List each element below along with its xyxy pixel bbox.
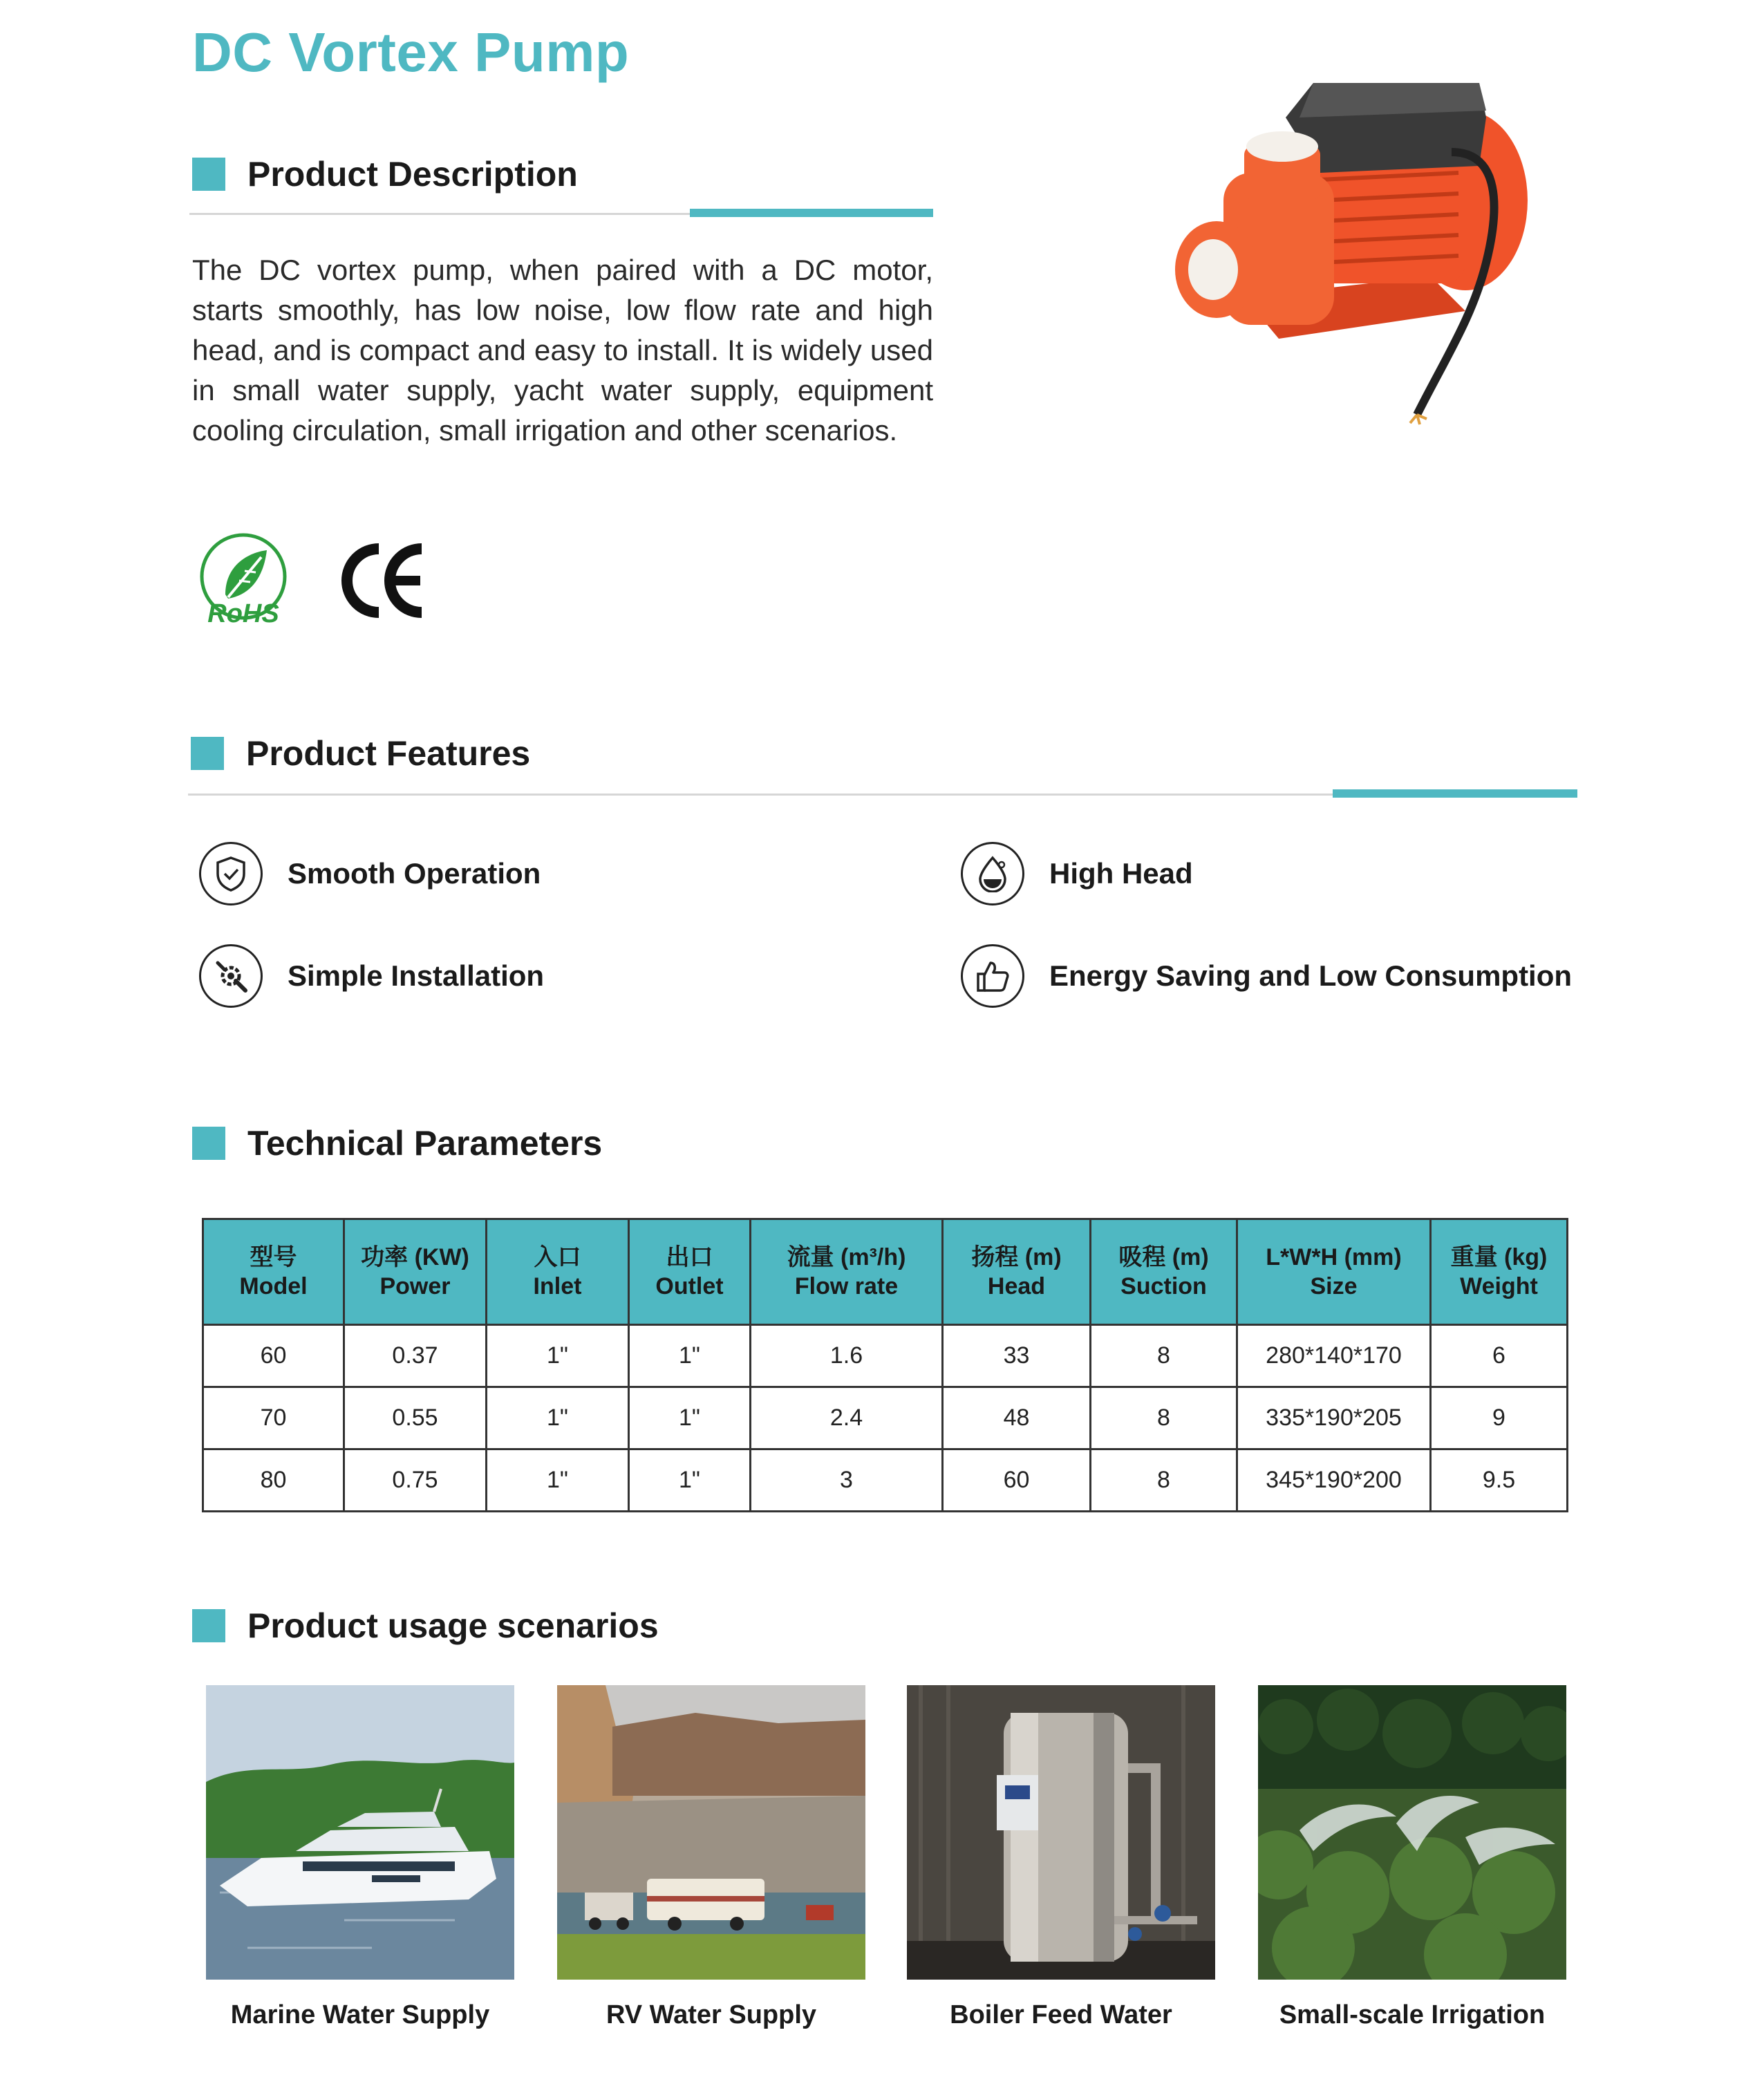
table-cell: 1": [629, 1325, 751, 1387]
table-row: [203, 1387, 1568, 1449]
section-title: Product Description: [247, 155, 578, 194]
feature-item: [199, 944, 821, 1016]
scenario-caption: Boiler Feed Water: [950, 2000, 1172, 2029]
column-header: 型号 Model: [203, 1219, 344, 1325]
column-header: 吸程 (m) Suction: [1091, 1219, 1237, 1325]
section-marker: [192, 1609, 225, 1642]
feature-label: High Head: [1049, 857, 1193, 890]
table-cell: 1": [629, 1449, 751, 1512]
section-title: Product usage scenarios: [247, 1606, 659, 1645]
table-cell: 1.6: [751, 1325, 943, 1387]
table-cell: 1": [487, 1449, 629, 1512]
water-drop-icon: [961, 842, 1024, 905]
column-header: 出口 Outlet: [629, 1219, 751, 1325]
table-cell: 0.37: [344, 1325, 487, 1387]
section-header-scenarios: [192, 1599, 953, 1655]
scenario-image-yacht: [206, 1685, 514, 1980]
table-cell: 1": [629, 1387, 751, 1449]
table-cell: 8: [1091, 1325, 1237, 1387]
column-header: 功率 (KW) Power: [344, 1219, 487, 1325]
section-title: Product Features: [246, 734, 531, 773]
scenario-card: [557, 1685, 865, 2029]
feature-item: [961, 842, 1583, 914]
section-title: Technical Parameters: [247, 1124, 603, 1163]
scenario-card: [206, 1685, 514, 2029]
section-header-features: [191, 727, 813, 782]
column-header: 重量 (kg) Weight: [1431, 1219, 1568, 1325]
scenario-image-boiler: [907, 1685, 1215, 1980]
table-cell: 70: [203, 1387, 344, 1449]
table-cell: 335*190*205: [1237, 1387, 1431, 1449]
section-header-description: [192, 148, 814, 203]
table-cell: 280*140*170: [1237, 1325, 1431, 1387]
table-cell: 60: [943, 1449, 1091, 1512]
scenario-card: [907, 1685, 1215, 2029]
section-marker: [192, 158, 225, 191]
table-cell: 3: [751, 1449, 943, 1512]
scenario-caption: RV Water Supply: [606, 2000, 817, 2029]
section-marker: [192, 1127, 225, 1160]
table-cell: 80: [203, 1449, 344, 1512]
shield-check-icon: [199, 842, 263, 905]
column-header: 扬程 (m) Head: [943, 1219, 1091, 1325]
table-cell: 0.55: [344, 1387, 487, 1449]
column-header: L*W*H (mm) Size: [1237, 1219, 1431, 1325]
table-cell: 8: [1091, 1387, 1237, 1449]
thumbs-up-icon: [961, 944, 1024, 1008]
table-cell: 345*190*200: [1237, 1449, 1431, 1512]
scenario-image-irrigation: [1258, 1685, 1566, 1980]
scenario-caption: Small-scale Irrigation: [1279, 2000, 1546, 2029]
table-cell: 6: [1431, 1325, 1568, 1387]
feature-item: [961, 944, 1583, 1016]
table-cell: 60: [203, 1325, 344, 1387]
product-description: The DC vortex pump, when paired with a DC motor, starts smoothly, has low noise, low flow rate and high head, and is compact and easy to install. It is widely used in small water supply, yacht water supply, equipment cooling circulation, small irrigation and other scenarios.: [192, 254, 933, 447]
rohs-logo: [198, 532, 289, 626]
scenario-image-rv: [557, 1685, 865, 1980]
table-cell: 0.75: [344, 1449, 487, 1512]
table-header-row: [203, 1219, 1568, 1325]
feature-label: Simple Installation: [288, 959, 545, 992]
table-cell: 1": [487, 1325, 629, 1387]
table-cell: 2.4: [751, 1387, 943, 1449]
wrench-gear-icon: [199, 944, 263, 1008]
feature-label: Energy Saving and Low Consumption: [1049, 959, 1573, 992]
section-header-parameters: [192, 1117, 814, 1172]
table-cell: 48: [943, 1387, 1091, 1449]
scenario-caption: Marine Water Supply: [230, 2000, 490, 2029]
table-row: [203, 1325, 1568, 1387]
pump-product-image: [1141, 69, 1555, 429]
scenario-card: [1258, 1685, 1566, 2029]
table-row: [203, 1449, 1568, 1512]
feature-label: Smooth Operation: [288, 857, 541, 890]
table-cell: 1": [487, 1387, 629, 1449]
table-cell: 8: [1091, 1449, 1237, 1512]
parameters-table: [202, 1218, 1568, 1512]
column-header: 流量 (m³/h) Flow rate: [751, 1219, 943, 1325]
column-header: 入口 Inlet: [487, 1219, 629, 1325]
table-cell: 9.5: [1431, 1449, 1568, 1512]
table-cell: 33: [943, 1325, 1091, 1387]
svg-text:RoHS: RoHS: [207, 599, 279, 626]
feature-item: [199, 842, 821, 914]
page-title: DC Vortex Pump: [192, 21, 630, 83]
table-cell: 9: [1431, 1387, 1568, 1449]
divider-accent: [1333, 789, 1577, 798]
divider-accent: [690, 209, 933, 217]
section-marker: [191, 737, 224, 770]
ce-mark: [339, 539, 429, 622]
